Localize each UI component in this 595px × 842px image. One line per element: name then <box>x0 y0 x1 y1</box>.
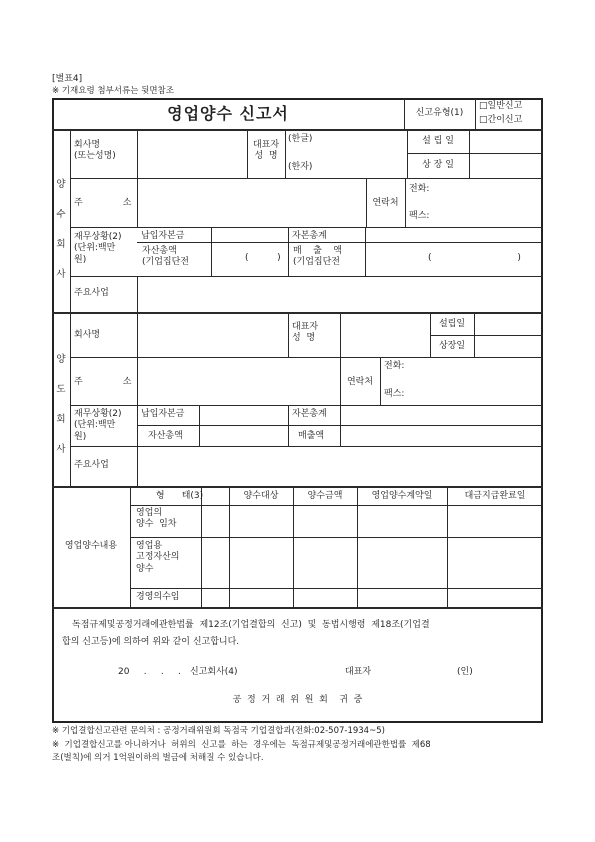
declaration-line2: 합의 신고등)에 의하여 위와 같이 신고합니다. <box>62 637 240 647</box>
header-note: ※ 기재요령 첨부서류는 뒷면참조 <box>52 86 174 96</box>
content-row-fixed-assets: 영업용 고정자산의 양수 <box>136 541 180 574</box>
content-header-amount: 양수금액 <box>307 491 343 501</box>
declaration-recipient: 공 정 거 래 위 원 회 귀 중 <box>232 695 363 705</box>
transferor-listed-label: 상장일 <box>438 341 466 351</box>
transferor-total-assets-label: 자산총액 <box>148 431 183 441</box>
acquirer-rep-hangul-label: (한글) <box>288 134 313 144</box>
content-header-payment-date: 대금지급완료일 <box>464 491 526 501</box>
acquirer-rep-hanja-label: (한자) <box>288 162 313 172</box>
acquirer-total-assets-label: 자산총액 (기업집단전 <box>142 246 189 268</box>
footer-note-contact: ※ 기업결합신고관련 문의처 : 공정거래위원회 독점국 기업결합과(전화:02-507-1934~5) <box>52 726 385 736</box>
acquirer-address-label: 주 소 <box>74 198 132 208</box>
transferor-address-label: 주 소 <box>74 377 132 387</box>
acquirer-sales-label: 매 출 액 (기업집단전 <box>293 246 342 268</box>
transferor-phone-label: 전화: <box>384 361 405 371</box>
acquirer-total-capital-label: 자본총계 <box>292 231 327 241</box>
content-section-label: 영업양수내용 <box>64 541 118 551</box>
transferor-company-name-label: 회사명 <box>74 330 101 340</box>
acquirer-fax-label: 팩스: <box>409 211 430 221</box>
acquirer-finance-label: 재무상황(2) (단위:백만 원) <box>74 232 122 265</box>
declaration-date: 20 . . . <box>118 667 181 677</box>
declaration-reporter: 신고회사(4) <box>190 667 238 677</box>
acquirer-sales-paren: ( ) <box>428 253 521 263</box>
report-type-general-checkbox[interactable]: □일반신고 <box>479 101 523 111</box>
acquirer-established-field[interactable] <box>470 130 542 152</box>
acquirer-phone-label: 전화: <box>409 184 430 194</box>
transferor-fax-label: 팩스: <box>384 389 405 399</box>
form-number: [별표4] <box>52 74 83 84</box>
transferor-representative-label: 대표자 성 명 <box>292 322 319 344</box>
acquirer-company-name-label: 회사명 (또는성명) <box>74 140 116 162</box>
report-type-label: 신고유형(1) <box>415 108 464 118</box>
acquirer-contact-label: 연락처 <box>372 198 399 208</box>
content-header-target: 양수대상 <box>243 491 279 501</box>
transferor-section-label: 양 도 회 사 <box>56 354 66 455</box>
content-row-business-lease: 영업의 양수 임차 <box>136 508 177 530</box>
report-type-simple-checkbox[interactable]: □간이신고 <box>479 115 523 125</box>
acquirer-representative-label: 대표자 성 명 <box>252 140 280 162</box>
transferor-paid-capital-label: 납입자본금 <box>141 409 185 419</box>
acquirer-total-assets-paren: ( ) <box>245 253 281 263</box>
transferor-established-label: 설립일 <box>438 319 466 329</box>
acquirer-section-label: 양 수 회 사 <box>56 179 66 280</box>
transferor-main-business-label: 주요사업 <box>74 460 109 470</box>
declaration-seal: (인) <box>457 667 473 677</box>
transferor-finance-label: 재무상황(2) (단위:백만 원) <box>74 409 122 442</box>
acquirer-paid-capital-label: 납입자본금 <box>141 231 185 241</box>
transferor-sales-label: 매출액 <box>298 431 325 441</box>
transferor-total-capital-label: 자본총계 <box>292 409 327 419</box>
transferor-contact-label: 연락처 <box>346 377 374 387</box>
acquirer-listed-label: 상 장 일 <box>422 160 454 170</box>
acquirer-company-name-field[interactable] <box>138 130 247 177</box>
content-row-management: 경영의수임 <box>136 592 180 602</box>
acquirer-established-label: 설 립 일 <box>422 136 454 146</box>
footer-note-penalty-2: 조(벌칙)에 의거 1억원이하의 벌금에 처해질 수 있습니다. <box>52 753 264 763</box>
acquirer-listed-field[interactable] <box>470 154 542 177</box>
declaration-line1: 독점규제및공정거래에관한법률 제12조(기업결합의 신고) 및 동법시행령 제18조(기업결 <box>72 620 430 630</box>
acquirer-main-business-label: 주요사업 <box>74 288 109 298</box>
form-title: 영업양수 신고서 <box>167 104 289 123</box>
footer-note-penalty-1: ※ 기업결합신고를 아니하거나 허위의 신고를 하는 경우에는 독점규제및공정거래에관한법률 제68 <box>52 740 431 750</box>
acquirer-main-business-field[interactable] <box>138 277 542 311</box>
content-header-contract-date: 영업양수계약일 <box>371 491 433 501</box>
acquirer-address-field[interactable] <box>138 179 365 226</box>
declaration-representative: 대표자 <box>345 667 372 677</box>
content-header-type: 형 태(3) <box>155 491 204 501</box>
